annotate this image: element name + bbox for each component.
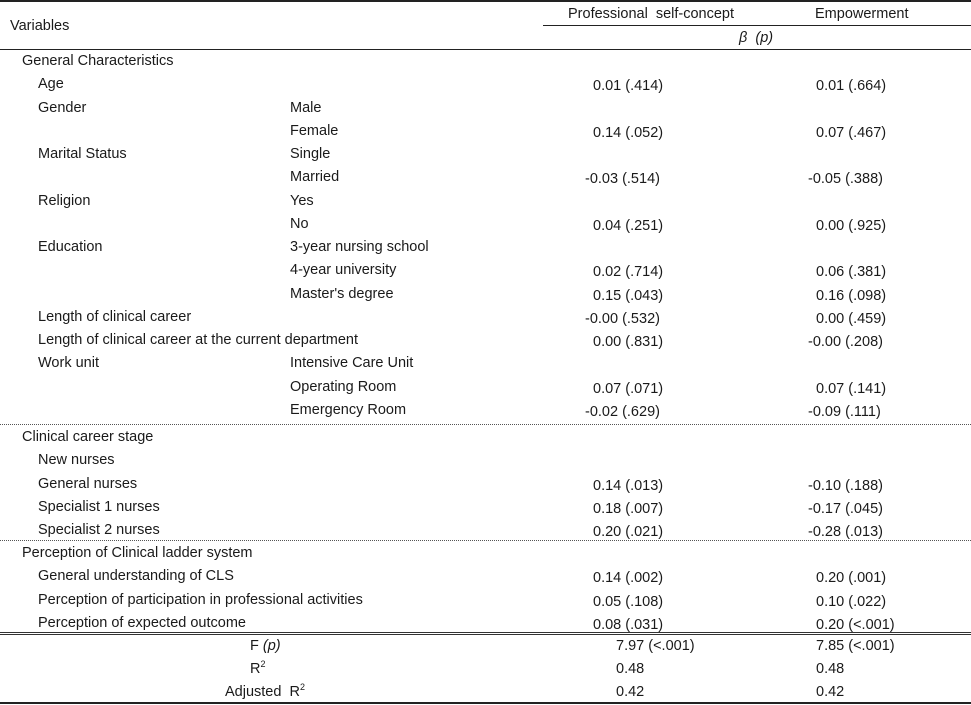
cell-professional-self-concept: -0.02 (.629): [585, 404, 660, 420]
cell-empowerment: 0.20 (.001): [816, 570, 887, 586]
p-symbol: (p): [755, 30, 774, 46]
row-variable: Specialist 2 nurses: [38, 522, 160, 538]
row-variable: Age: [38, 76, 64, 92]
row-category: 4-year university: [290, 262, 397, 278]
cell-empowerment: 0.00 (.459): [816, 311, 887, 327]
row-variable: Gender: [38, 100, 87, 116]
cell-professional-self-concept: 0.01 (.414): [593, 78, 664, 94]
cell-empowerment: -0.05 (.388): [808, 171, 883, 187]
header-subrule: [543, 25, 971, 26]
cell-professional-self-concept: 0.14 (.013): [593, 478, 664, 494]
cell-professional-self-concept: -0.03 (.514): [585, 171, 660, 187]
header-variables: Variables: [10, 18, 70, 34]
row-variable: Perception of expected outcome: [38, 615, 246, 631]
top-rule: [0, 0, 971, 2]
cell-professional-self-concept: 0.02 (.714): [593, 264, 664, 280]
cell-empowerment: -0.10 (.188): [808, 478, 883, 494]
cell-professional-self-concept: 0.07 (.071): [593, 381, 664, 397]
cell-empowerment: 0.00 (.925): [816, 218, 887, 234]
header-col-professional-self-concept: Professional self-concept: [568, 6, 735, 22]
row-variable: Specialist 1 nurses: [38, 499, 160, 515]
footer-label-text: R: [250, 661, 261, 677]
cell-professional-self-concept: 0.04 (.251): [593, 218, 664, 234]
cell-professional-self-concept: 0.14 (.002): [593, 570, 664, 586]
footer-empowerment: 0.48: [816, 661, 845, 677]
cell-empowerment: 0.16 (.098): [816, 288, 887, 304]
cell-empowerment: -0.17 (.045): [808, 501, 883, 517]
row-variable: General nurses: [38, 476, 138, 492]
row-category: Emergency Room: [290, 402, 407, 418]
cell-professional-self-concept: 0.15 (.043): [593, 288, 664, 304]
row-category: Married: [290, 169, 340, 185]
cell-empowerment: 0.01 (.664): [816, 78, 887, 94]
footer-label-superscript: 2: [299, 682, 305, 692]
row-category: Male: [290, 100, 322, 116]
row-variable: Education: [38, 239, 103, 255]
section-title: Clinical career stage: [22, 429, 154, 445]
cell-empowerment: -0.09 (.111): [808, 404, 881, 420]
footer-stat-label: [250, 660, 266, 678]
footer-empowerment: 7.85 (<.001): [816, 638, 895, 654]
footer-professional-self-concept: 7.97 (<.001): [616, 638, 695, 654]
footer-empowerment: 0.42: [816, 684, 845, 700]
row-variable: Length of clinical career at the current department: [38, 332, 358, 348]
row-category: Master's degree: [290, 286, 394, 302]
footer-label-text: Adjusted R: [225, 684, 300, 700]
cell-professional-self-concept: 0.05 (.108): [593, 594, 664, 610]
row-category: Single: [290, 146, 331, 162]
section-title: Perception of Clinical ladder system: [22, 545, 253, 561]
row-category: Intensive Care Unit: [290, 355, 414, 371]
header-beta-p: [739, 29, 773, 47]
header-col-empowerment: Empowerment: [815, 6, 909, 22]
footer-label-suffix: (p): [262, 638, 281, 654]
cell-professional-self-concept: 0.18 (.007): [593, 501, 664, 517]
section-divider-1: [0, 424, 971, 425]
row-category: Yes: [290, 193, 314, 209]
footer-professional-self-concept: 0.48: [616, 661, 645, 677]
footer-stat-label: [225, 683, 305, 701]
row-variable: General understanding of CLS: [38, 568, 234, 584]
row-variable: Marital Status: [38, 146, 127, 162]
header-bottom-rule: [0, 49, 971, 50]
cell-empowerment: -0.28 (.013): [808, 524, 883, 540]
cell-empowerment: 0.10 (.022): [816, 594, 887, 610]
bottom-rule: [0, 702, 971, 704]
footer-professional-self-concept: 0.42: [616, 684, 645, 700]
cell-professional-self-concept: 0.14 (.052): [593, 125, 664, 141]
cell-empowerment: 0.06 (.381): [816, 264, 887, 280]
row-category: 3-year nursing school: [290, 239, 429, 255]
row-variable: Religion: [38, 193, 91, 209]
beta-symbol: β: [739, 30, 748, 46]
row-variable: Perception of participation in professional activities: [38, 592, 363, 608]
cell-professional-self-concept: 0.08 (.031): [593, 617, 664, 633]
row-variable: New nurses: [38, 452, 115, 468]
row-variable: Length of clinical career: [38, 309, 192, 325]
cell-empowerment: 0.07 (.467): [816, 125, 887, 141]
section-title: General Characteristics: [22, 53, 174, 69]
footer-label-superscript: 2: [260, 659, 266, 669]
row-category: Operating Room: [290, 379, 397, 395]
cell-empowerment: 0.07 (.141): [816, 381, 887, 397]
cell-professional-self-concept: 0.20 (.021): [593, 524, 664, 540]
row-category: Female: [290, 123, 339, 139]
footer-label-text: F: [250, 638, 259, 654]
footer-stat-label: [250, 637, 281, 655]
cell-professional-self-concept: -0.00 (.532): [585, 311, 660, 327]
cell-empowerment: -0.00 (.208): [808, 334, 883, 350]
cell-empowerment: 0.20 (<.001): [816, 617, 895, 633]
row-variable: Work unit: [38, 355, 99, 371]
cell-professional-self-concept: 0.00 (.831): [593, 334, 664, 350]
row-category: No: [290, 216, 309, 232]
